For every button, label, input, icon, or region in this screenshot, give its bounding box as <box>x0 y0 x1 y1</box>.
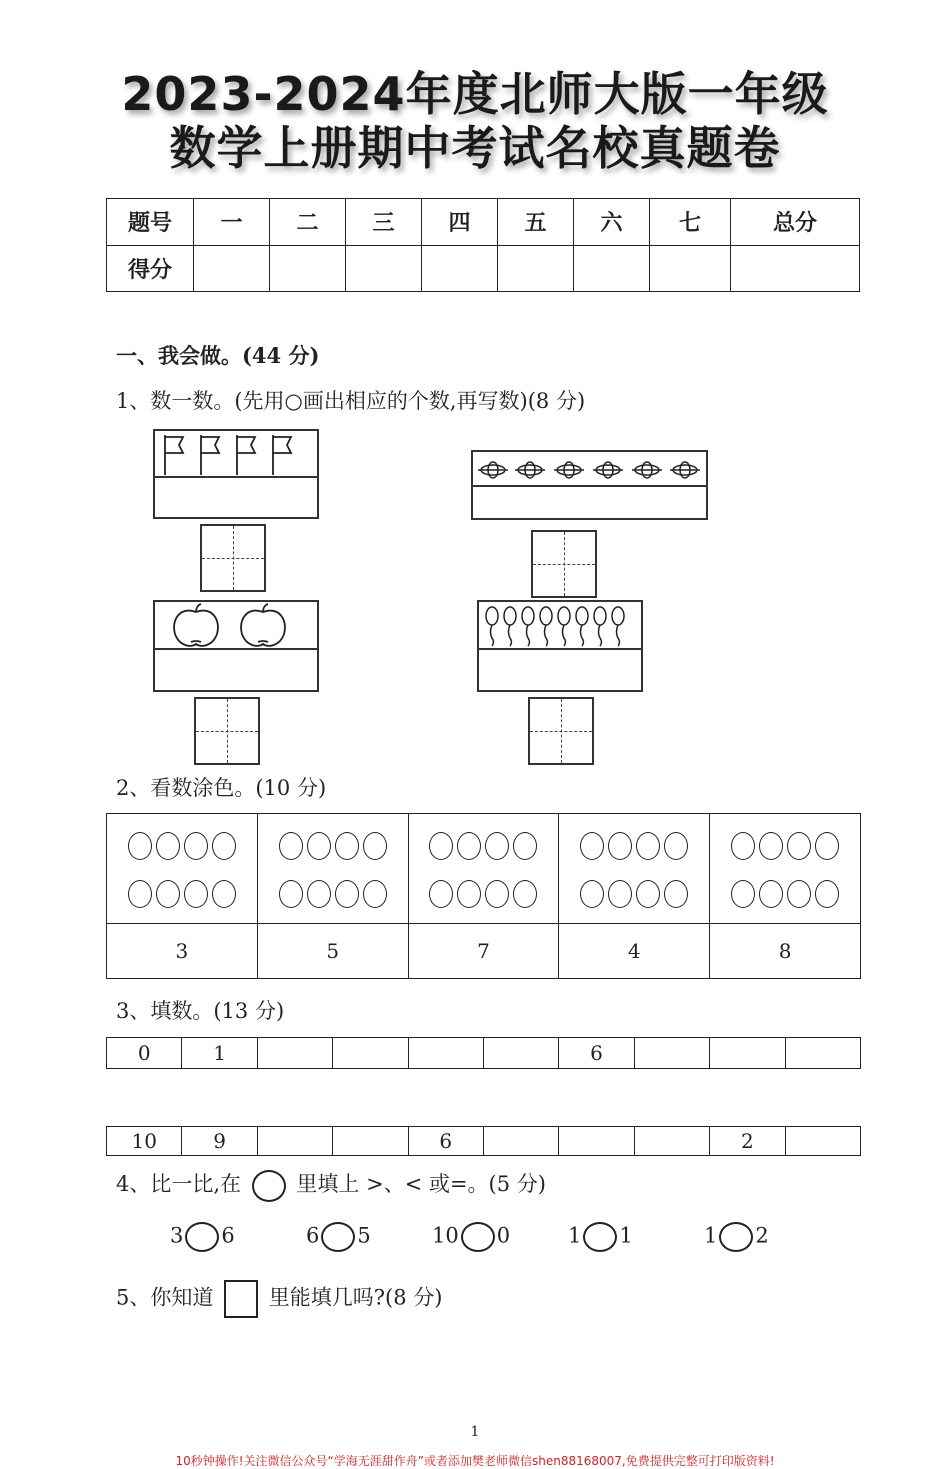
color-number: 4 <box>559 924 710 979</box>
q5-text <box>116 1280 442 1318</box>
fill-cell[interactable] <box>785 1127 860 1156</box>
fill-cell[interactable] <box>483 1038 558 1069</box>
compare-left: 6 <box>306 1223 320 1248</box>
compare-right: 0 <box>496 1223 511 1248</box>
title-line-2: 数学上册期中考试名校真题卷 <box>169 121 781 175</box>
title-line-1: 2023-2024年度北师大版一年级 <box>121 67 829 121</box>
compare-left: 3 <box>170 1223 184 1248</box>
flower-icon <box>473 452 706 485</box>
compare-item <box>306 1222 371 1252</box>
score-cell: 总分 <box>731 199 860 246</box>
fill-cell[interactable]: 6 <box>559 1038 634 1069</box>
fill-cell[interactable]: 9 <box>182 1127 257 1156</box>
score-cell: 七 <box>650 199 731 246</box>
fill-cell[interactable]: 0 <box>107 1038 182 1069</box>
balloon-icon <box>479 602 639 648</box>
compare-right: 1 <box>619 1223 633 1248</box>
compare-left: 10 <box>432 1223 459 1248</box>
fill-row-1 <box>106 1037 861 1069</box>
circle-group[interactable] <box>257 814 408 924</box>
circle-group[interactable] <box>408 814 559 924</box>
q5-text-b: 里能填几吗?(8 分) <box>268 1285 443 1310</box>
compare-left: 1 <box>704 1223 718 1248</box>
q1-text: 1、数一数。(先用○画出相应的个数,再写数)(8 分) <box>116 389 586 413</box>
compare-item <box>170 1222 235 1252</box>
compare-item <box>704 1222 769 1252</box>
compare-right: 2 <box>755 1223 769 1248</box>
compare-circle[interactable] <box>583 1222 617 1252</box>
fill-cell[interactable]: 6 <box>408 1127 483 1156</box>
score-cell: 三 <box>346 199 422 246</box>
score-blank[interactable] <box>346 245 422 292</box>
compare-right: 6 <box>221 1223 235 1248</box>
fill-cell[interactable] <box>333 1127 408 1156</box>
answer-grid[interactable] <box>528 697 594 765</box>
fill-cell[interactable] <box>710 1038 785 1069</box>
footer-notice: 10秒钟操作!关注微信公众号“学海无涯甜作舟”或者添加樊老师微信shen88168007,免费提供完整可打印版资料! <box>175 1454 775 1468</box>
score-blank[interactable] <box>731 245 860 292</box>
fill-cell[interactable] <box>408 1038 483 1069</box>
score-value-row <box>107 245 860 292</box>
circle-group[interactable] <box>710 814 861 924</box>
compare-right: 5 <box>357 1223 371 1248</box>
page-number: 1 <box>470 1424 480 1440</box>
apples-box <box>153 600 319 692</box>
score-cell: 题号 <box>107 199 194 246</box>
color-number: 7 <box>408 924 559 979</box>
q3-text: 3、填数。(13 分) <box>116 999 285 1023</box>
fill-row-2 <box>106 1126 861 1156</box>
section-1-heading: 一、我会做。(44 分) <box>116 343 320 368</box>
q2-text: 2、看数涂色。(10 分) <box>116 776 327 800</box>
q4-text <box>116 1168 546 1202</box>
color-number: 3 <box>107 924 258 979</box>
color-number: 8 <box>710 924 861 979</box>
fill-cell[interactable]: 2 <box>710 1127 785 1156</box>
fill-cell[interactable] <box>634 1127 709 1156</box>
score-cell: 四 <box>422 199 498 246</box>
score-cell: 二 <box>270 199 346 246</box>
score-cell: 一 <box>194 199 270 246</box>
circle-group[interactable] <box>559 814 710 924</box>
flags-box <box>153 429 319 519</box>
circle-icon <box>252 1170 286 1202</box>
fill-cell[interactable] <box>559 1127 634 1156</box>
compare-circle[interactable] <box>185 1222 219 1252</box>
fill-cell[interactable] <box>634 1038 709 1069</box>
fill-cell[interactable]: 10 <box>107 1127 182 1156</box>
compare-circle[interactable] <box>719 1222 753 1252</box>
score-table <box>106 198 860 292</box>
fill-cell[interactable] <box>785 1038 860 1069</box>
score-cell: 六 <box>574 199 650 246</box>
circle-group[interactable] <box>107 814 258 924</box>
score-cell: 五 <box>498 199 574 246</box>
apple-icon <box>155 602 315 648</box>
score-blank[interactable] <box>498 245 574 292</box>
fill-cell[interactable] <box>257 1038 332 1069</box>
q4-text-a: 4、比一比,在 <box>116 1172 242 1196</box>
fill-cell[interactable]: 1 <box>182 1038 257 1069</box>
color-number: 5 <box>257 924 408 979</box>
compare-item <box>568 1222 633 1252</box>
q5-text-a: 5、你知道 <box>116 1285 214 1310</box>
score-blank[interactable] <box>650 245 731 292</box>
answer-grid[interactable] <box>200 524 266 592</box>
fill-cell[interactable] <box>333 1038 408 1069</box>
fill-cell[interactable] <box>257 1127 332 1156</box>
score-cell: 得分 <box>107 245 194 292</box>
balloons-box <box>477 600 643 692</box>
score-header-row <box>107 199 860 246</box>
flag-icon <box>155 431 315 476</box>
square-blank-icon <box>224 1280 258 1318</box>
compare-circle[interactable] <box>461 1222 495 1252</box>
answer-grid[interactable] <box>531 530 597 598</box>
fill-cell[interactable] <box>483 1127 558 1156</box>
compare-left: 1 <box>568 1223 582 1248</box>
score-blank[interactable] <box>422 245 498 292</box>
answer-grid[interactable] <box>194 697 260 765</box>
flowers-box <box>471 450 708 520</box>
score-blank[interactable] <box>270 245 346 292</box>
q4-text-b: 里填上 >、< 或=。(5 分) <box>296 1172 546 1196</box>
score-blank[interactable] <box>194 245 270 292</box>
compare-circle[interactable] <box>321 1222 355 1252</box>
compare-item <box>432 1222 510 1252</box>
score-blank[interactable] <box>574 245 650 292</box>
color-table <box>106 813 861 979</box>
